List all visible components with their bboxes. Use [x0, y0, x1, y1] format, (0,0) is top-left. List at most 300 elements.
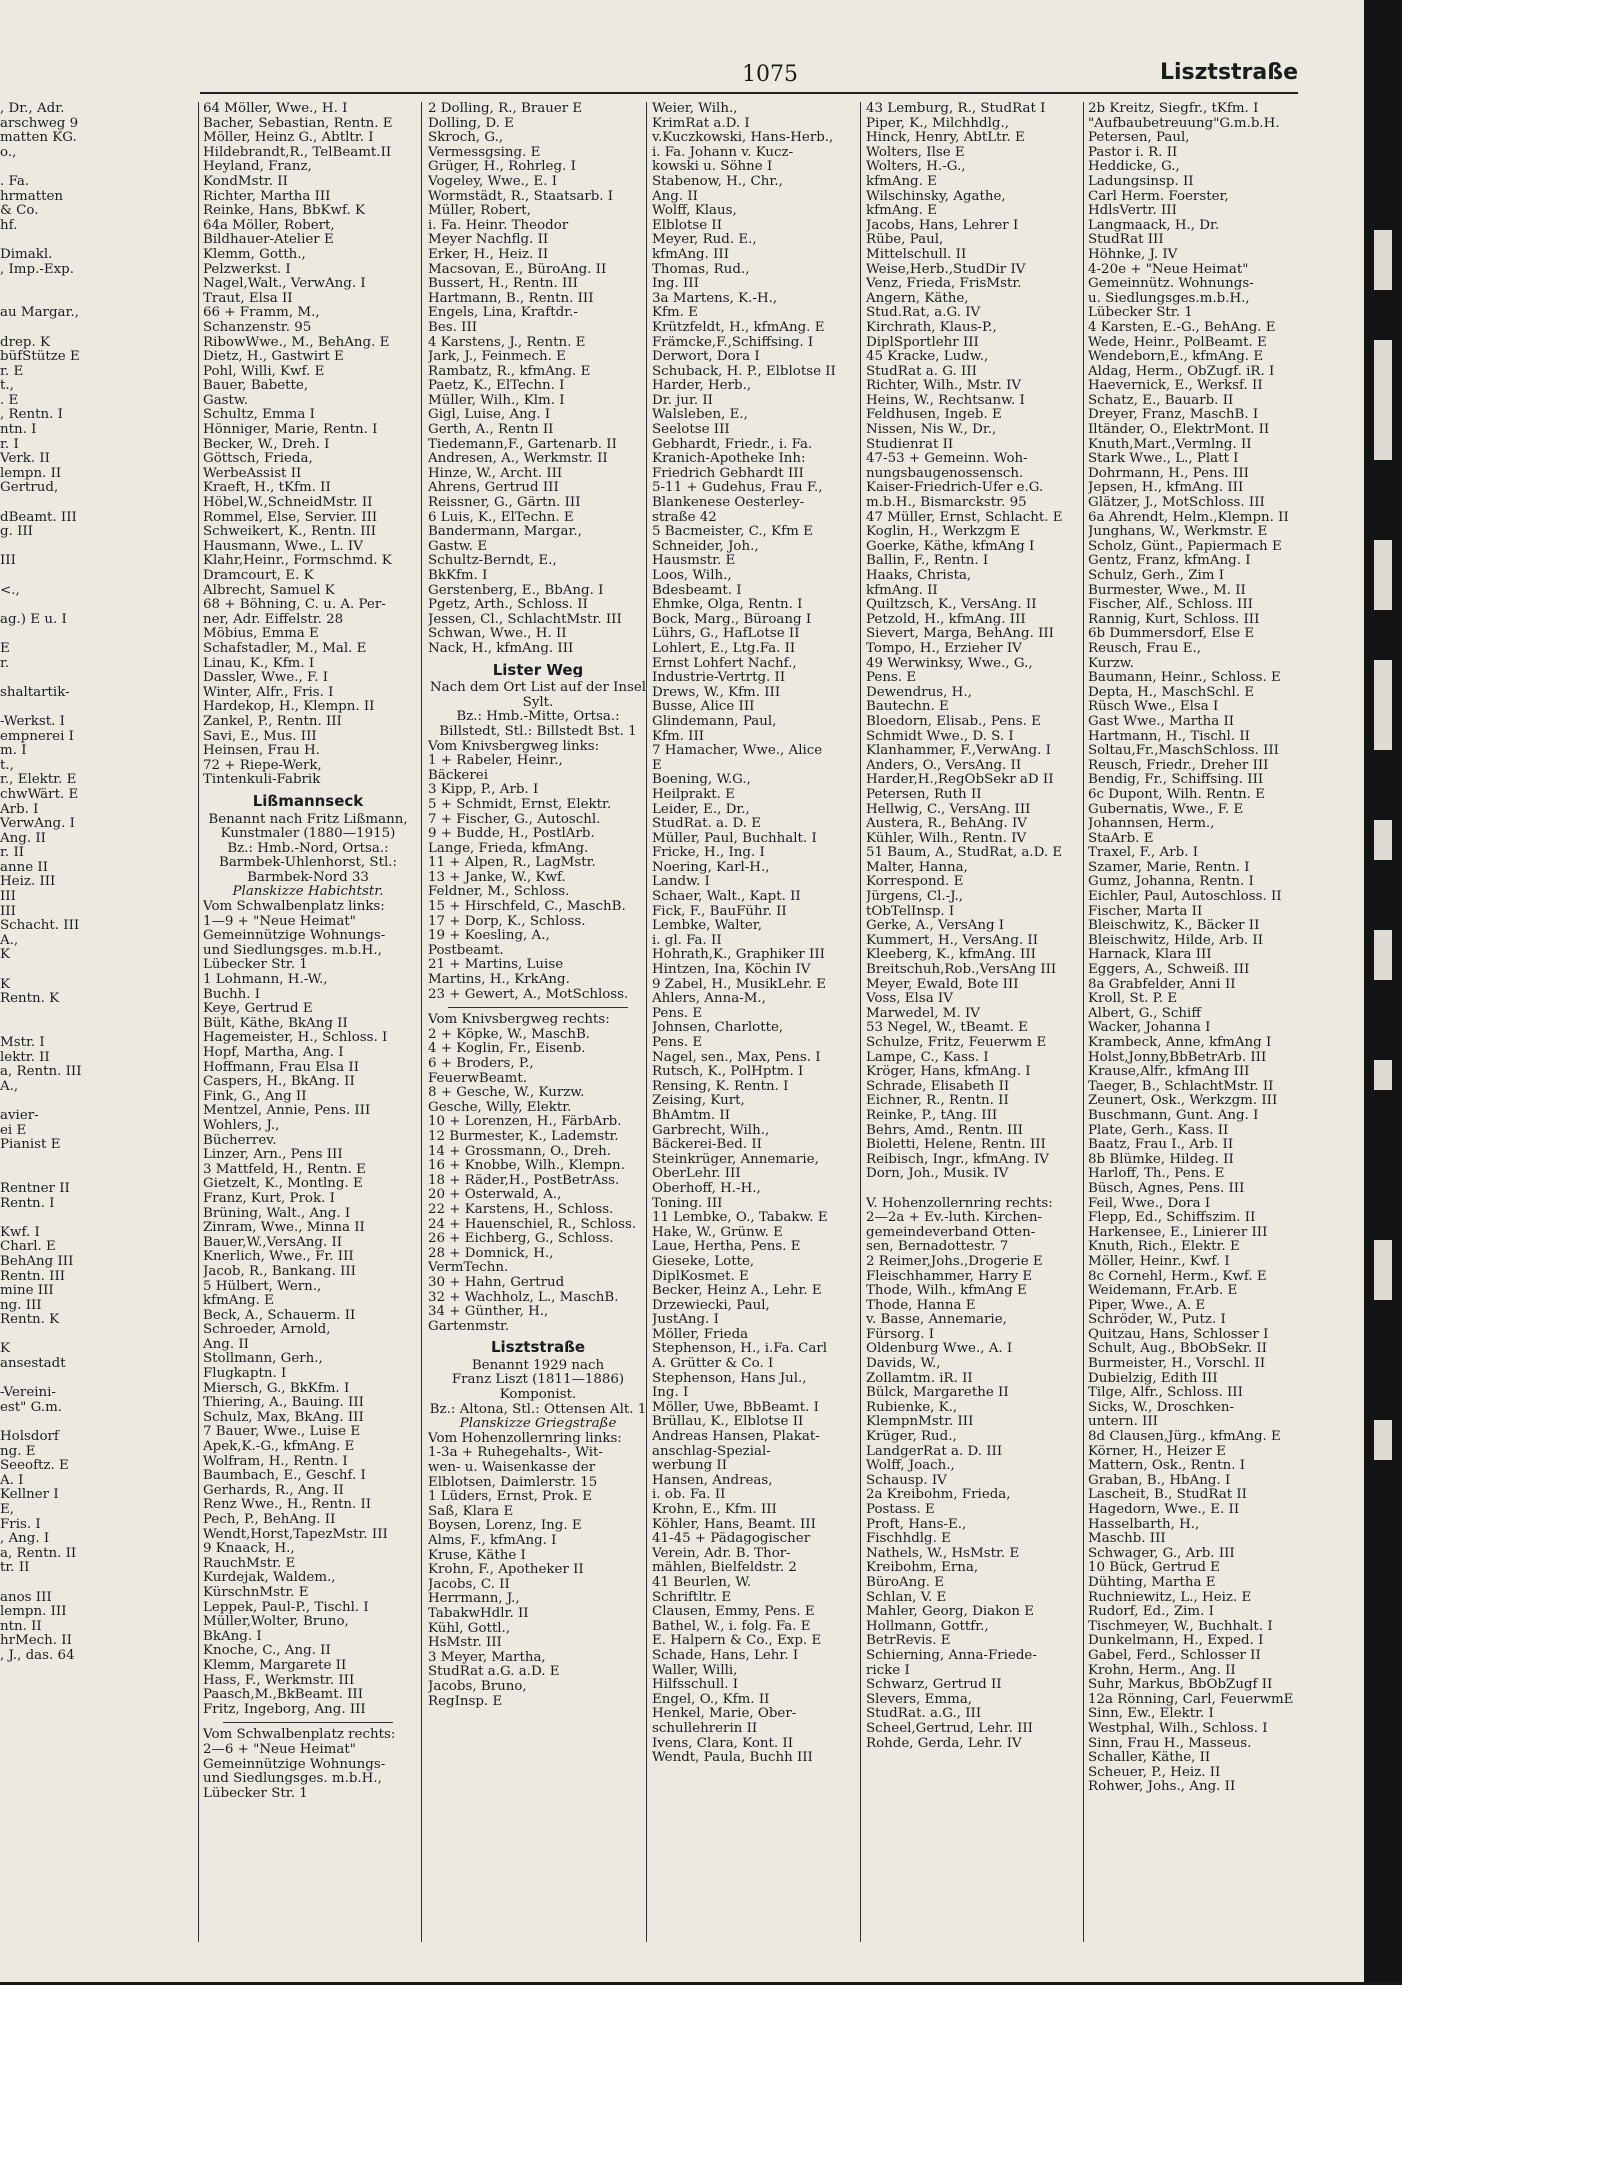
- directory-entry: Piper, Wwe., A. E: [1088, 1298, 1206, 1313]
- directory-entry: 20 + Osterwald, A.,: [428, 1188, 562, 1203]
- street-map-ref: Planskizze Griegstraße: [459, 1417, 617, 1432]
- directory-entry: und Siedlungsges. m.b.H.,: [203, 943, 382, 958]
- directory-entry: Linau, K., Kfm. I: [203, 656, 315, 671]
- directory-entry: [0, 321, 190, 336]
- directory-entry: Körner, H., Heizer E: [1088, 1444, 1226, 1459]
- directory-entry: Bäckerei-Bed. II: [652, 1138, 762, 1153]
- directory-entry: Schmidt Wwe., D. S. I: [866, 729, 1014, 744]
- directory-entry: Gertrud,: [0, 481, 59, 496]
- directory-entry: 51 Baum, A., StudRat, a.D. E: [866, 846, 1063, 861]
- directory-entry: 2 + Köpke, W., MaschB.: [428, 1027, 591, 1042]
- directory-entry: Mittelschull. II: [866, 247, 967, 262]
- directory-entry: Herrmann, J.,: [428, 1592, 520, 1607]
- directory-entry: Kroll, St. P. E: [1088, 992, 1178, 1007]
- directory-entry: -Werkst. I: [0, 714, 65, 729]
- directory-entry: Nack, H., kfmAng. III: [428, 641, 574, 656]
- directory-entry: Iltänder, O., ElektrMont. II: [1088, 423, 1270, 438]
- directory-entry: Sievert, Marga, BehAng. III: [866, 627, 1054, 642]
- directory-entry: Wolfram, H., Rentn. I: [203, 1454, 348, 1469]
- directory-entry: Caspers, H., BkAng. II: [203, 1075, 355, 1090]
- directory-entry: 21 + Martins, Luise: [428, 958, 564, 973]
- directory-entry: Hinck, Henry, AbtLtr. E: [866, 131, 1025, 146]
- directory-entry: Burmeister, H., Vorschl. II: [1088, 1357, 1266, 1372]
- directory-entry: Feldner, M., Schloss.: [428, 885, 570, 900]
- directory-entry: Dietz, H., Gastwirt E: [203, 350, 344, 365]
- directory-entry: 1-3a + Ruhegehalts-, Wit-: [428, 1446, 603, 1461]
- directory-entry: Harder,H.,RegObSekr aD II: [866, 773, 1054, 788]
- directory-entry: Dunkelmann, H., Exped. I: [1088, 1634, 1264, 1649]
- directory-entry: Dolling, D. E: [428, 116, 514, 131]
- directory-entry: Vermessgsing. E: [428, 145, 541, 160]
- directory-entry: E: [0, 641, 10, 656]
- directory-entry: Leppek, Paul-P., Tischl. I: [203, 1600, 369, 1615]
- directory-entry: Höhnke, J. IV: [1088, 247, 1178, 262]
- directory-entry: Pens. E: [866, 671, 917, 686]
- directory-entry: Hausmann, Wwe., L. IV: [203, 539, 363, 554]
- directory-entry: Boysen, Lorenz, Ing. E: [428, 1519, 582, 1534]
- directory-entry: OberLehr. III: [652, 1167, 741, 1182]
- directory-entry: 19 + Koesling, A.,: [428, 929, 550, 944]
- directory-entry: Glätzer, J., MotSchloss. III: [1088, 496, 1265, 511]
- directory-entry: Weise,Herb.,StudDir IV: [866, 262, 1026, 277]
- directory-entry: Holst,Jonny,BbBetrArb. III: [1088, 1050, 1267, 1065]
- directory-entry: RauchMstr. E: [203, 1556, 296, 1571]
- directory-entry: Gemeinnützige Wohnungs-: [203, 929, 386, 944]
- directory-entry: Renz Wwe., H., Rentn. II: [203, 1498, 372, 1513]
- directory-entry: Paetz, K., ElTechn. I: [428, 379, 565, 394]
- directory-entry: Ahlers, Anna-M.,: [652, 992, 766, 1007]
- directory-entry: Lascheit, B., StudRat II: [1088, 1488, 1247, 1503]
- directory-entry: 53 Negel, W., tBeamt. E: [866, 1021, 1028, 1036]
- directory-entry: Pohl, Willi, Kwf. E: [203, 364, 325, 379]
- directory-entry: Gigl, Luise, Ang. I: [428, 408, 551, 423]
- directory-entry: Schafstadler, M., Mal. E: [203, 641, 367, 656]
- directory-entry: Schade, Hans, Lehr. I: [652, 1648, 799, 1663]
- directory-entry: ng. E: [0, 1444, 36, 1459]
- directory-entry: kfmAng. E: [866, 174, 937, 189]
- directory-entry: Loos, Wilh.,: [652, 569, 732, 583]
- directory-entry: 4 Karstens, J., Rentn. E: [428, 335, 586, 350]
- directory-entry: tObTelInsp. I: [866, 904, 955, 919]
- directory-entry: Mahler, Georg, Diakon E: [866, 1605, 1034, 1620]
- directory-entry: Zollamtm. iR. II: [866, 1371, 973, 1386]
- directory-entry: Hoffmann, Frau Elsa II: [203, 1060, 359, 1075]
- directory-entry: Breitschuh,Rob.,VersAng III: [866, 963, 1057, 978]
- directory-entry: Jacobs, Bruno,: [428, 1679, 527, 1694]
- column-divider: [860, 102, 861, 1942]
- directory-entry: Klemm, Gotth.,: [203, 247, 306, 262]
- directory-entry: ner, Adr. Eiffelstr. 28: [203, 612, 344, 627]
- directory-entry: Richter, Wilh., Mstr. IV: [866, 379, 1022, 394]
- directory-entry: Verein, Adr. B. Thor-: [652, 1546, 791, 1561]
- directory-entry: wen- u. Waisenkasse der: [428, 1461, 596, 1476]
- directory-entry: Weier, Wilh.,: [652, 102, 738, 116]
- directory-entry: 47 Müller, Ernst, Schlacht. E: [866, 510, 1063, 525]
- directory-entry: Fick, F., BauFühr. II: [652, 904, 787, 919]
- directory-entry: kfmAng. III: [652, 247, 730, 262]
- directory-entry: 4-20e + "Neue Heimat": [1088, 262, 1249, 277]
- directory-entry: Wohlers, J.,: [203, 1118, 280, 1133]
- directory-entry: Gerstenberg, E., BbAng. I: [428, 583, 604, 598]
- directory-entry: StudRat a.G. a.D. E: [428, 1665, 560, 1680]
- directory-entry: 9 Zabel, H., MusikLehr. E: [652, 977, 827, 992]
- directory-entry: Baumann, Heinr., Schloss. E: [1088, 671, 1281, 686]
- directory-entry: Richter, Martha III: [203, 189, 331, 204]
- directory-entry: Jacob, R., Bankang. III: [203, 1264, 356, 1279]
- directory-entry: hf.: [0, 218, 18, 233]
- directory-entry: Graban, B., HbAng. I: [1088, 1473, 1231, 1488]
- directory-entry: Tischmeyer, W., Buchhalt. I: [1088, 1619, 1273, 1634]
- directory-entry: Burmester, Wwe., M. II: [1088, 583, 1246, 598]
- directory-entry: Harder, Herb.,: [652, 379, 752, 394]
- directory-entry: Fink, G., Ang II: [203, 1089, 307, 1104]
- directory-entry: 11 + Alpen, R., LagMstr.: [428, 856, 596, 871]
- directory-entry: Mattern, Osk., Rentn. I: [1088, 1459, 1246, 1474]
- directory-entry: E. Halpern & Co., Exp. E: [652, 1634, 822, 1649]
- directory-entry: [0, 292, 190, 307]
- directory-entry: Heiz. III: [0, 875, 56, 890]
- directory-entry: 3a Martens, K.-H.,: [652, 291, 778, 306]
- directory-entry: Schweikert, K., Rentn. III: [203, 525, 377, 540]
- directory-entry: Vom Hohenzollernring links:: [428, 1431, 622, 1446]
- directory-entry: Wolff, Joach.,: [866, 1459, 955, 1474]
- directory-entry: Möller, Heinr., Kwf. I: [1088, 1254, 1230, 1269]
- directory-entry: Koglin, H., Werkzgm E: [866, 525, 1020, 540]
- directory-entry: 8b Blümke, Hildeg. II: [1088, 1152, 1234, 1167]
- directory-entry: VermTechn.: [428, 1261, 509, 1276]
- directory-entry: Krützfeldt, H., kfmAng. E: [652, 320, 825, 335]
- directory-entry: drep. K: [0, 335, 50, 350]
- directory-entry: mine III: [0, 1284, 54, 1299]
- directory-entry: Schwager, G., Arb. III: [1088, 1546, 1235, 1561]
- directory-entry: <.,: [0, 583, 20, 598]
- directory-entry: TabakwHdlr. II: [428, 1606, 529, 1621]
- directory-entry: Bauer, Babette,: [203, 379, 309, 394]
- directory-entry: Paasch,M.,BkBeamt. III: [203, 1688, 364, 1703]
- directory-entry: Nagel,Walt., VerwAng. I: [203, 277, 366, 292]
- directory-entry: Fleischhammer, Harry E: [866, 1269, 1033, 1284]
- directory-entry: 8 + Gesche, W., Kurzw.: [428, 1086, 585, 1101]
- directory-entry: Rohwer, Johs., Ang. II: [1088, 1780, 1236, 1795]
- directory-entry: [0, 1211, 190, 1226]
- directory-entry: untern. III: [1088, 1415, 1158, 1430]
- directory-entry: Schultz, Emma I: [203, 408, 315, 423]
- directory-entry: tr. II: [0, 1561, 30, 1576]
- directory-entry: LandgerRat a. D. III: [866, 1444, 1003, 1459]
- directory-entry: Engel, O., Kfm. II: [652, 1692, 770, 1707]
- directory-entry: KondMstr. II: [203, 174, 288, 189]
- directory-entry: 22 + Karstens, H., Schloss.: [428, 1202, 614, 1217]
- directory-entry: III: [0, 554, 16, 569]
- directory-entry: Rensing, K. Rentn. I: [652, 1079, 789, 1094]
- directory-entry: [0, 1372, 190, 1387]
- directory-entry: Lohlert, E., Ltg.Fa. II: [652, 641, 796, 656]
- directory-entry: FeuerwBeamt.: [428, 1071, 527, 1086]
- directory-entry: nungsbaugenossensch.: [866, 466, 1024, 481]
- directory-entry: Kühler, Wilh., Rentn. IV: [866, 831, 1027, 846]
- directory-entry: Oberhoff, H.-H.,: [652, 1181, 761, 1196]
- directory-entry: Rudorf, Ed., Zim. I: [1088, 1605, 1214, 1620]
- directory-entry: Gerhards, R., Ang. II: [203, 1483, 344, 1498]
- directory-entry: StudRat III: [1088, 233, 1164, 248]
- directory-entry: Buchh. I: [203, 987, 261, 1002]
- directory-entry: chwWärt. E: [0, 787, 79, 802]
- directory-entry: Schult, Aug., BbObSekr. II: [1088, 1342, 1267, 1357]
- directory-entry: Venz, Frieda, FrisMstr.: [866, 277, 1022, 292]
- directory-entry: [0, 160, 190, 175]
- directory-entry: Holsdorf: [0, 1430, 59, 1445]
- directory-entry: 9 Knaack, H.,: [203, 1542, 295, 1557]
- directory-entry: Hilfsschull. I: [652, 1678, 739, 1693]
- directory-entry: Hollmann, Gottfr.,: [866, 1619, 989, 1634]
- directory-entry: 32 + Wachholz, L., MaschB.: [428, 1290, 619, 1305]
- directory-entry: i. Fa. Johann v. Kucz-: [652, 145, 794, 160]
- directory-entry: Zankel, P., Rentn. III: [203, 714, 342, 729]
- directory-entry: Waller, Willi,: [652, 1663, 738, 1678]
- directory-entry: Ang. II: [652, 189, 698, 204]
- directory-entry: 6c Dupont, Wilh. Rentn. E: [1088, 787, 1265, 802]
- directory-entry: kfmAng. II: [866, 583, 938, 598]
- directory-entry: Kleeberg, K., kfmAng. III: [866, 948, 1036, 963]
- directory-entry: Wormstädt, R., Staatsarb. I: [428, 189, 614, 204]
- directory-entry: Tintenkuli-Fabrik: [203, 773, 321, 788]
- directory-entry: HsMstr. III: [428, 1636, 502, 1651]
- directory-entry: Postbeamt.: [428, 943, 504, 958]
- directory-entry: 34 + Günther, H.,: [428, 1305, 549, 1320]
- directory-entry: ntn. II: [0, 1619, 42, 1634]
- directory-entry: Bdesbeamt. I: [652, 583, 742, 598]
- directory-entry: 3 Meyer, Martha,: [428, 1650, 546, 1665]
- directory-entry: [0, 1153, 190, 1168]
- directory-entry: Drzewiecki, Paul,: [652, 1298, 770, 1313]
- directory-entry: Korrespond. E: [866, 875, 964, 890]
- directory-entry: Stud.Rat, a.G. IV: [866, 306, 981, 321]
- directory-entry: Ing. III: [652, 277, 699, 292]
- column-5: [866, 102, 1080, 1942]
- directory-entry: Bioletti, Helene, Rentn. III: [866, 1138, 1046, 1153]
- directory-entry: 66 + Framm, M.,: [203, 306, 320, 321]
- directory-entry: Kühl, Gottl.,: [428, 1621, 511, 1636]
- directory-entry: Rutsch, K., PolHptm. I: [652, 1065, 804, 1080]
- directory-entry: Glindemann, Paul,: [652, 714, 777, 729]
- directory-entry: 16 + Knobbe, Wilh., Klempn.: [428, 1159, 625, 1174]
- directory-entry: 18 + Räder,H., PostBetrAss.: [428, 1173, 620, 1188]
- directory-entry: 6 + Broders, P.,: [428, 1057, 534, 1071]
- directory-entry: Seelotse III: [652, 423, 730, 438]
- directory-entry: Klanhammer, F.,VerwAng. I: [866, 744, 1051, 759]
- directory-entry: Apek,K.-G., kfmAng. E: [203, 1440, 355, 1455]
- running-head: Lisztstraße: [1159, 60, 1298, 85]
- directory-entry: K: [0, 1342, 11, 1357]
- street-heading: Lißmannseck: [252, 793, 364, 809]
- directory-entry: Pens. E: [652, 1006, 703, 1021]
- directory-entry: Wolff, Klaus,: [652, 204, 737, 219]
- directory-entry: 10 + Lorenzen, H., FärbArb.: [428, 1115, 622, 1130]
- directory-entry: Albert, G., Schiff: [1088, 1006, 1201, 1021]
- directory-entry: werbung II: [652, 1459, 728, 1474]
- directory-entry: Soltau,Fr.,MaschSchloss. III: [1088, 744, 1279, 759]
- directory-entry: Kaiser-Friedrich-Ufer e.G.: [866, 481, 1044, 496]
- directory-entry: Dorn, Joh., Musik. IV: [866, 1167, 1009, 1182]
- directory-entry: Hagedorn, Wwe., E. II: [1088, 1503, 1240, 1517]
- directory-entry: 9 + Budde, H., PostlArb.: [428, 827, 595, 842]
- scan-bottom-edge: [0, 1982, 1402, 1985]
- directory-entry: hrMech. II: [0, 1634, 72, 1649]
- directory-entry: Rübe, Paul,: [866, 233, 944, 248]
- directory-entry: [0, 1007, 190, 1022]
- directory-entry: Kruse, Käthe I: [428, 1548, 526, 1563]
- directory-entry: III: [0, 904, 16, 919]
- directory-entry: Flugkaptn. I: [203, 1367, 287, 1382]
- directory-entry: Flepp, Ed., Schiffszim. II: [1088, 1211, 1256, 1226]
- directory-entry: Wolters, H.-G.,: [866, 160, 966, 175]
- directory-entry: Ang. II: [203, 1337, 249, 1352]
- directory-entry: 49 Werwinksy, Wwe., G.,: [866, 656, 1033, 671]
- directory-entry: i. ob. Fa. II: [652, 1488, 726, 1503]
- directory-entry: Vom Knivsbergweg rechts:: [428, 1013, 610, 1028]
- directory-entry: Heyland, Franz,: [203, 160, 312, 175]
- directory-entry: Müller, Robert,: [428, 204, 531, 219]
- directory-entry: straße 42: [652, 510, 717, 525]
- directory-entry: ansestadt: [0, 1357, 66, 1372]
- directory-entry: Goerke, Käthe, kfmAng I: [866, 539, 1035, 554]
- directory-entry: Zeunert, Osk., Werkzgm. III: [1088, 1094, 1278, 1109]
- directory-entry: Schlan, V. E: [866, 1590, 947, 1605]
- directory-entry: Davids, W.,: [866, 1357, 941, 1372]
- directory-entry: Gast Wwe., Martha II: [1088, 714, 1235, 729]
- directory-entry: Schausp. IV: [866, 1473, 947, 1488]
- directory-entry: Bandermann, Margar.,: [428, 525, 582, 540]
- directory-entry: Reusch, Frau E.,: [1088, 641, 1201, 656]
- directory-entry: Quiltzsch, K., VersAng. II: [866, 598, 1037, 613]
- directory-entry: 5 Hülbert, Wern.,: [203, 1279, 322, 1294]
- directory-entry: [0, 1167, 190, 1182]
- directory-entry: Dewendrus, H.,: [866, 685, 972, 700]
- directory-entry: Rannig, Kurt, Schloss. III: [1088, 612, 1260, 627]
- directory-entry: 2 Reimer,Johs.,Drogerie E: [866, 1254, 1043, 1269]
- directory-entry: 7 Hamacher, Wwe., Alice: [652, 744, 823, 759]
- directory-entry: Dramcourt, E. K: [203, 569, 314, 583]
- directory-entry: Savi, E., Mus. III: [203, 729, 317, 744]
- directory-entry: Drews, W., Kfm. III: [652, 685, 781, 700]
- directory-entry: Fischer, Alf., Schloss. III: [1088, 598, 1253, 613]
- directory-entry: [0, 1094, 190, 1109]
- directory-entry: Schulze, Fritz, Feuerwm E: [866, 1036, 1047, 1050]
- directory-entry: III: [0, 890, 16, 905]
- directory-entry: Dassler, Wwe., F. I: [203, 671, 329, 686]
- column-3: [428, 102, 648, 1942]
- directory-entry: Gastw.: [203, 393, 249, 408]
- directory-entry: Eichler, Paul, Autoschloss. II: [1088, 890, 1282, 905]
- directory-entry: Weidemann, Fr.Arb. E: [1088, 1284, 1238, 1299]
- directory-entry: Proft, Hans-E.,: [866, 1517, 967, 1532]
- directory-entry: , J., das. 64: [0, 1648, 75, 1663]
- directory-entry: WerbeAssist II: [203, 466, 302, 481]
- directory-entry: Angern, Käthe,: [866, 291, 969, 306]
- directory-entry: lempn. III: [0, 1605, 67, 1620]
- directory-entry: , Rentn. I: [0, 408, 63, 423]
- directory-entry: Rambatz, R., kfmAng. E: [428, 364, 591, 379]
- directory-entry: Elblotsen, Daimlerstr. 15: [428, 1475, 598, 1490]
- directory-entry: Lange, Frieda, kfmAng.: [428, 841, 589, 856]
- directory-entry: Junghans, W., Werkmstr. E: [1088, 525, 1268, 540]
- directory-entry: Industrie-Vertrtg. II: [652, 671, 786, 686]
- directory-entry: Buschmann, Gunt. Ang. I: [1088, 1108, 1259, 1123]
- directory-entry: BetrRevis. E: [866, 1634, 951, 1649]
- directory-entry: Knerlich, Wwe., Fr. III: [203, 1250, 354, 1265]
- scan-edge-strip: [1364, 0, 1402, 1985]
- directory-entry: Johnsen, Charlotte,: [652, 1021, 784, 1036]
- directory-entry: "Aufbaubetreuung"G.m.b.H.: [1088, 116, 1280, 131]
- directory-entry: Kfm. III: [652, 729, 705, 744]
- directory-entry: Hildebrandt,R., TelBeamt.II: [203, 145, 392, 160]
- directory-entry: ng. III: [0, 1298, 42, 1313]
- directory-entry: Nissen, Nis W., Dr.,: [866, 423, 997, 438]
- directory-entry: 6 Luis, K., ElTechn. E: [428, 510, 574, 525]
- directory-entry: Aldag, Herm., ObZugf. iR. I: [1088, 364, 1275, 379]
- directory-entry: Feil, Wwe., Dora I: [1088, 1196, 1211, 1211]
- directory-entry: Dubielzig, Edith III: [1088, 1371, 1218, 1386]
- directory-entry: Wilschinsky, Agathe,: [866, 189, 1006, 204]
- directory-entry: Klemm, Margarete II: [203, 1658, 347, 1673]
- directory-entry: Taeger, B., SchlachtMstr. II: [1088, 1079, 1274, 1094]
- directory-entry: Behrs, Amd., Rentn. III: [866, 1123, 1023, 1138]
- directory-entry: Quitzau, Hans, Schlosser I: [1088, 1327, 1269, 1342]
- directory-entry: Knuth,Mart.,Vermlng. II: [1088, 437, 1252, 452]
- section-rule: [223, 1722, 393, 1723]
- directory-entry: Feldhusen, Ingeb. E: [866, 408, 1002, 423]
- directory-entry: JustAng. I: [652, 1313, 719, 1328]
- directory-entry: v. Basse, Annemarie,: [866, 1313, 1007, 1328]
- directory-entry: Vom Knivsbergweg links:: [428, 739, 600, 754]
- directory-entry: A. Grütter & Co. I: [652, 1357, 774, 1372]
- directory-entry: [866, 1182, 1080, 1197]
- directory-entry: 7 Bauer, Wwe., Luise E: [203, 1425, 361, 1440]
- directory-entry: Möller, Uwe, BbBeamt. I: [652, 1400, 819, 1415]
- directory-entry: v.Kuczkowski, Hans-Herb.,: [652, 131, 834, 146]
- directory-entry: Zeising, Kurt,: [652, 1094, 745, 1109]
- directory-entry: [0, 496, 190, 511]
- directory-entry: Wolters, Ilse E: [866, 145, 965, 160]
- directory-entry: Reibisch, Ingr., kfmAng. IV: [866, 1152, 1049, 1167]
- directory-entry: Mentzel, Annie, Pens. III: [203, 1104, 371, 1119]
- directory-entry: Krohn, Herm., Ang. II: [1088, 1663, 1236, 1678]
- directory-entry: Nathels, W., HsMstr. E: [866, 1546, 1020, 1561]
- directory-entry: Rubienke, K.,: [866, 1400, 958, 1415]
- directory-entry: Lembke, Walter,: [652, 919, 762, 934]
- street-note: Franz Liszt (1811—1886) Komponist.: [451, 1373, 625, 1403]
- directory-entry: KürschnMstr. E: [203, 1585, 309, 1600]
- directory-entry: Bült, Käthe, BkAng II: [203, 1016, 348, 1031]
- directory-entry: [0, 700, 190, 715]
- directory-entry: Möller, Frieda: [652, 1327, 749, 1342]
- directory-entry: Wacker, Johanna I: [1088, 1021, 1211, 1036]
- directory-entry: Pastor i. R. II: [1088, 145, 1178, 160]
- directory-entry: t.,: [0, 379, 14, 394]
- directory-entry: 26 + Eichberg, G., Schloss.: [428, 1232, 614, 1247]
- column-divider: [198, 102, 199, 1942]
- directory-entry: empnerei I: [0, 729, 74, 744]
- directory-entry: Wendt, Paula, Buchh III: [652, 1751, 813, 1766]
- directory-entry: StudRat a. G. III: [866, 364, 977, 379]
- directory-entry: Pelzwerkst. I: [203, 262, 291, 277]
- directory-entry: Dreyer, Franz, MaschB. I: [1088, 408, 1259, 423]
- directory-entry: Friedrich Gebhardt III: [652, 466, 804, 481]
- directory-entry: Mstr. I: [0, 1036, 45, 1050]
- directory-entry: [0, 963, 190, 978]
- directory-entry: , Dr., Adr.: [0, 102, 65, 116]
- directory-entry: [0, 277, 190, 292]
